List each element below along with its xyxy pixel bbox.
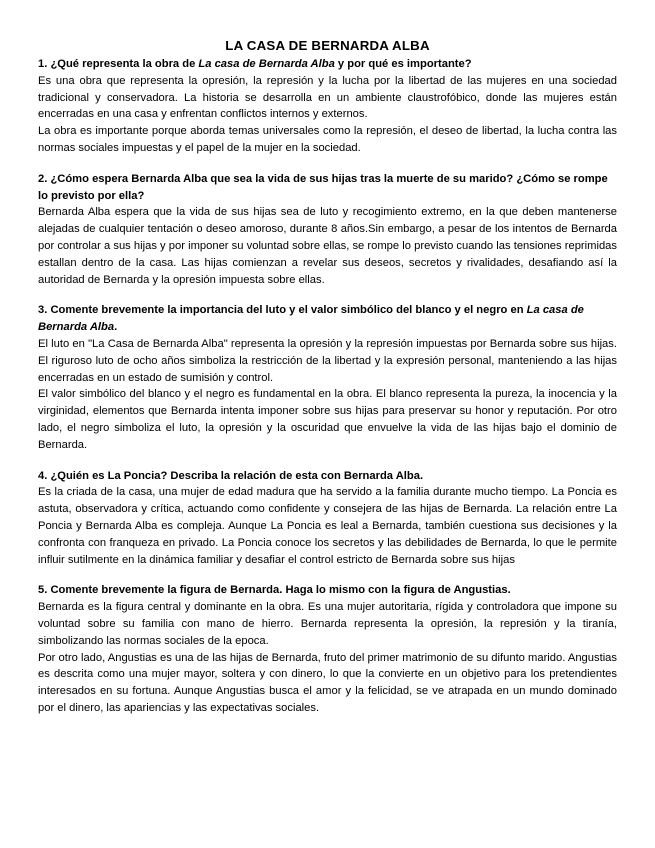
question-3-title-ref: La casa de Bernarda Alba [38, 304, 584, 334]
section-1 [38, 56, 617, 157]
answer-2-paragraph-1: Bernarda Alba espera que la vida de sus hijas sea de luto y recogimiento extremo, en la que deben mantenerse alejadas de cualquier tentación o deseo amoroso, durante 8 años.Sin embargo, a pesar de los intentos de Bernarda por controlar a sus hijas y por imponer su voluntad sobre ellas, se rompe lo previsto cuando las tensiones reprimidas estallan dentro de la casa. Las hijas comienzan a revelar sus deseos, secretos y rivalidades, desafiando así la autoridad de Bernarda y la opresión impuesta sobre ellas. [38, 206, 617, 286]
answer-1-paragraph-1: Es una obra que representa la opresión, la represión y la lucha por la libertad de las mujeres en una sociedad tradicional y conservadora. La historia se desarrolla en un ambiente claustrofóbico, donde las mujeres están encerradas en una casa y enfrentan conflictos internos y externos. [38, 74, 617, 121]
question-5-text: 5. Comente brevemente la figura de Bernarda. Haga lo mismo con la figura de Angustias. [38, 584, 511, 597]
question-1 [38, 56, 617, 73]
question-1-text-end: y por qué es importante? [334, 58, 472, 70]
section-3 [38, 302, 617, 453]
question-5 [38, 582, 617, 599]
question-2 [38, 171, 617, 205]
question-4 [38, 468, 617, 485]
section-5 [38, 582, 617, 716]
section-2 [38, 171, 617, 289]
question-4-text: 4. ¿Quién es La Poncia? Describa la relación de esta con Bernarda Alba. [38, 469, 424, 482]
document-title: LA CASA DE BERNARDA ALBA [225, 38, 430, 53]
question-3-text: 3. Comente brevemente la importancia del luto y el valor simbólico del blanco y el negro en [38, 304, 527, 317]
answer-5-paragraph-1: Bernarda es la figura central y dominante en la obra. Es una mujer autoritaria, rígida y controladora que impone su voluntad sobre su familia con mano de hierro. Bernarda representa la opresión, la represión y la tiranía, simbolizando las normas sociales de la epoca. [38, 601, 617, 647]
answer-3-paragraph-1: El luto en "La Casa de Bernarda Alba" representa la opresión y la represión impuestas por Bernarda sobre sus hijas. El riguroso luto de ocho años simboliza la restricción de la libertad y la expresión personal, manteniendo a las hijas encerradas en un estado de sumisión y control. [38, 337, 617, 384]
section-4 [38, 468, 617, 569]
answer-1-paragraph-2: La obra es importante porque aborda temas universales como la represión, el deseo de libertad, la lucha contra las normas sociales impuestas y el papel de la mujer en la sociedad. [38, 125, 617, 154]
question-1-title-ref: La casa de Bernarda Alba [198, 58, 335, 70]
answer-3-paragraph-2: El valor simbólico del blanco y el negro es fundamental en la obra. El blanco representa la pureza, la inocencia y la virginidad, elementos que Bernarda intenta imponer sobre sus hijas para preservar su honor y reputación. Por otro lado, el negro simboliza el luto, la opresión y la oscuridad que envuelve la vida de las hijas bajo el dominio de Bernarda. [38, 388, 617, 451]
answer-4-paragraph-1: Es la criada de la casa, una mujer de edad madura que ha servido a la familia durante mucho tiempo. La Poncia es astuta, observadora y crítica, actuando como confidente y consejera de las hijas de Bernarda. La relación entre La Poncia y Bernarda Alba es compleja. Aunque La Poncia es leal a Bernarda, también cuestiona sus decisiones y la confronta con franqueza en privado. La Poncia conoce los secretos y las debilidades de Bernarda, lo que le permite influir sutilmente en la dinámica familiar y desafiar el control estricto de Bernarda sobre sus hijas [38, 486, 617, 566]
question-1-text: 1. ¿Qué representa la obra de [38, 58, 199, 70]
answer-5-paragraph-2: Por otro lado, Angustias es una de las hijas de Bernarda, fruto del primer matrimonio de su difunto marido. Angustias es descrita como una mujer mayor, soltera y con dinero, lo que la convierte en un objetivo para los pretendientes interesados en su fortuna. Aunque Angustias busca el amor y la felicidad, se ve atrapada en un mundo dominado por el dinero, las apariencias y las expectativas sociales. [38, 651, 617, 714]
question-2-text: 2. ¿Cómo espera Bernarda Alba que sea la vida de sus hijas tras la muerte de su marido? ¿Cómo se rompe lo previsto por ella? [38, 172, 608, 202]
question-3-text-end: . [114, 321, 118, 334]
question-3 [38, 302, 617, 336]
